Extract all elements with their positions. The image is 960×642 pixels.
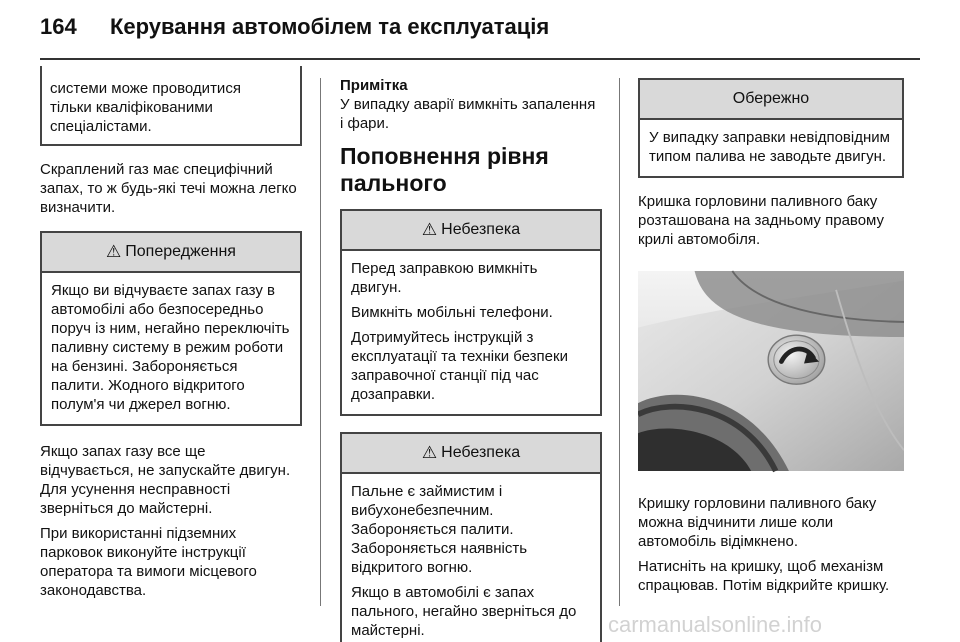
danger-text: Якщо в автомобілі є запах пального, негайно зверніться до майстерні. bbox=[351, 584, 577, 639]
watermark: carmanualsonline.info bbox=[608, 612, 823, 637]
warning-box-header bbox=[42, 233, 300, 273]
lpg-smell-paragraph: Скраплений газ має специфічний запах, то ж будь-які течі можна легко визначити. bbox=[40, 161, 297, 216]
note-text: У випадку аварії вимкніть запалення і фари. bbox=[340, 96, 596, 132]
continued-line: системи може проводитися bbox=[50, 80, 241, 97]
warning-title: Попередження bbox=[125, 243, 236, 260]
warning-icon: ⚠ bbox=[106, 242, 122, 261]
page-header bbox=[40, 14, 549, 46]
danger-title: Небезпека bbox=[441, 221, 521, 238]
caution-text: У випадку заправки невідповідним типом палива не заводьте двигун. bbox=[649, 129, 890, 165]
fuel-flap-location-paragraph: Кришка горловини паливного баку розташована на задньому правому крилі автомобіля. bbox=[638, 193, 885, 248]
warning-text: Якщо ви відчуваєте запах газу в автомобілі або безпосередньо поруч із ним, негайно переключіть паливну систему в режим роботи на бензині. Забороняється палити. Жодного відкритого полум'я чи джерел вогню. bbox=[51, 282, 290, 413]
danger-text: Пальне є займистим і вибухонебезпечним. Забороняється палити. Забороняється наявність відкритого вогню. bbox=[351, 483, 528, 576]
warning-icon: ⚠ bbox=[421, 443, 438, 462]
section-heading: Поповнення рівня пального bbox=[340, 143, 549, 196]
caution-box-header bbox=[640, 80, 902, 120]
danger-title: Небезпека bbox=[441, 444, 521, 461]
page-title: Керування автомобілем та експлуатація bbox=[110, 14, 550, 39]
header-rule bbox=[40, 58, 920, 60]
danger-box-body bbox=[342, 251, 600, 414]
fuel-flap-photo bbox=[638, 265, 904, 477]
danger-text: Дотримуйтесь інструкцій з експлуатації та техніки безпеки заправочної станції під час дозаправки. bbox=[351, 329, 568, 403]
continued-line: спеціалістами. bbox=[50, 118, 152, 135]
caution-title: Обережно bbox=[732, 90, 810, 107]
column-separator bbox=[320, 78, 321, 606]
fuel-flap-open-paragraph: Натисніть на кришку, щоб механізм спрацював. Потім відкрийте кришку. bbox=[638, 558, 890, 594]
warning-box bbox=[40, 231, 302, 426]
danger-text: Вимкніть мобільні телефони. bbox=[351, 304, 553, 321]
danger-box-1 bbox=[340, 209, 602, 416]
caution-box bbox=[638, 78, 904, 178]
warning-box-body bbox=[42, 273, 300, 424]
danger-box-2 bbox=[340, 432, 602, 642]
underground-parking-paragraph: При використанні підземних парковок виконуйте інструкції оператора та вимоги місцевого законодавства. bbox=[40, 525, 257, 599]
warning-icon: ⚠ bbox=[421, 220, 438, 239]
continued-warning-box bbox=[40, 66, 302, 146]
danger-box-body bbox=[342, 474, 600, 642]
column-separator bbox=[619, 78, 620, 606]
gas-still-smell-paragraph: Якщо запах газу все ще відчувається, не запускайте двигун. Для усунення несправності зверніться до майстерні. bbox=[40, 443, 291, 517]
danger-box-header bbox=[342, 211, 600, 251]
note-title: Примітка bbox=[340, 77, 408, 94]
danger-box-header bbox=[342, 434, 600, 474]
caution-box-body bbox=[640, 120, 902, 176]
page-number: 164 bbox=[40, 14, 77, 39]
column-3 bbox=[638, 78, 904, 601]
continued-line: тільки кваліфікованими bbox=[50, 99, 213, 116]
column-2 bbox=[340, 76, 602, 642]
column-1 bbox=[40, 66, 302, 606]
fuel-flap-unlock-paragraph: Кришку горловини паливного баку можна відчинити лише коли автомобіль відімкнено. bbox=[638, 495, 877, 550]
danger-text: Перед заправкою вимкніть двигун. bbox=[351, 260, 538, 296]
